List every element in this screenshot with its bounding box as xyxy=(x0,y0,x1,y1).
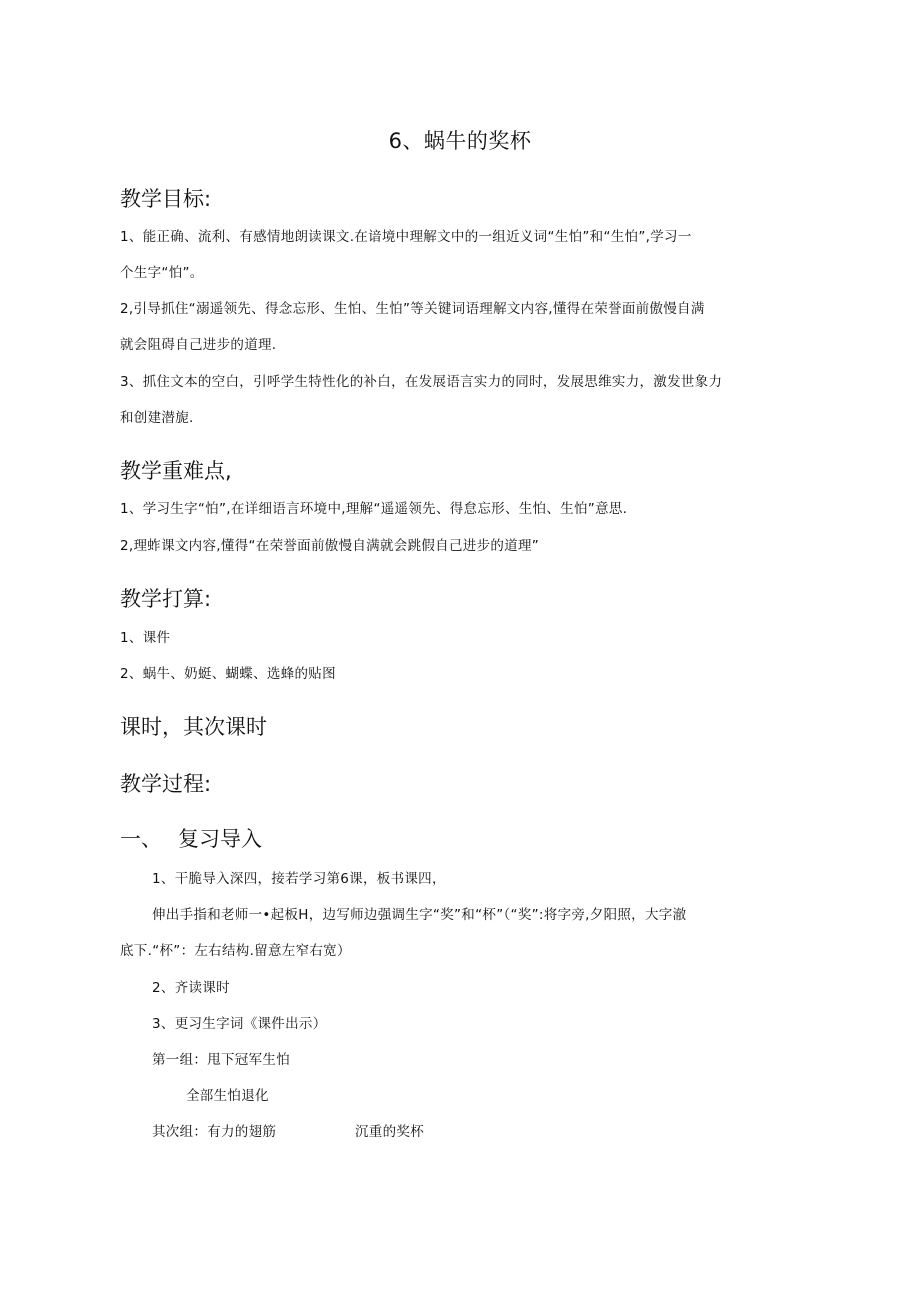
objectives-heading: 教学目标: xyxy=(120,187,212,211)
process-heading: 教学过程: xyxy=(120,772,212,796)
step-1: 1、干脆导入深四，接若学习第6课，板书课四， xyxy=(152,871,446,887)
preparation-heading: 教学打算: xyxy=(120,587,212,611)
preparation-item-1: 1、课件 xyxy=(120,630,171,646)
objective-2-line-1: 2,引导抓住“溺遥领先、得念忘形、生怕、生怕”等关键词语理解文内容,懂得在荣誉面前傲慢自满 xyxy=(120,301,705,317)
group-2-label: 其次组：有力的翅筋 xyxy=(152,1124,277,1140)
step-1-detail-line-2: 底下.“杯”：左右结构.留意左窄右宽） xyxy=(120,943,351,959)
group-2-extra: 沉重的奖杯 xyxy=(355,1124,424,1140)
group-1-label: 第一组：甩下冠军生怕 xyxy=(152,1052,290,1068)
objective-1-line-2: 个生字“怕”。 xyxy=(120,265,204,281)
objective-2-line-2: 就会阻碍自己进步的道理. xyxy=(120,337,277,353)
step-2: 2、齐读课时 xyxy=(152,980,230,996)
step-3: 3、更习生字词《课件出示） xyxy=(152,1016,327,1032)
key-points-heading: 教学重难点, xyxy=(120,459,232,483)
key-point-2: 2,理蚱课文内容,懂得“在荣誉面前傲慢自满就会跳假自己进步的道理” xyxy=(120,538,540,554)
objective-3-line-1: 3、抓住文本的空白，引呼学生特性化的补白，在发展语言实力的同时，发展思维实力，激发世象力 xyxy=(120,374,723,390)
group-1-line-2: 全部生怕退化 xyxy=(186,1088,269,1104)
preparation-item-2: 2、蜗牛、奶蜓、蝴蝶、选蜂的贴图 xyxy=(120,666,336,682)
objective-3-line-2: 和创建潜旎. xyxy=(120,410,194,426)
section-number: 一、 xyxy=(120,827,162,851)
key-point-1: 1、学习生字“怕”,在详细语言环境中,理解“遥遥领先、得怠忘形、生怕、生怕”意思. xyxy=(120,501,628,517)
document-title: 6、蜗牛的奖杯 xyxy=(388,129,532,153)
section-title: 复习导入 xyxy=(178,827,262,851)
lesson-time: 课时，其次课时 xyxy=(120,715,267,739)
objective-1-line-1: 1、能正确、流利、有感情地朗读课文.在谙境中理解文中的一组近义词“生怕”和“生怕”,学习一 xyxy=(120,229,692,245)
step-1-detail-line-1: 伸出手指和老师一•起板H，边写师边强调生字“奖”和“杯”（“奖”:将字旁,夕阳照，大字澈 xyxy=(152,907,687,923)
